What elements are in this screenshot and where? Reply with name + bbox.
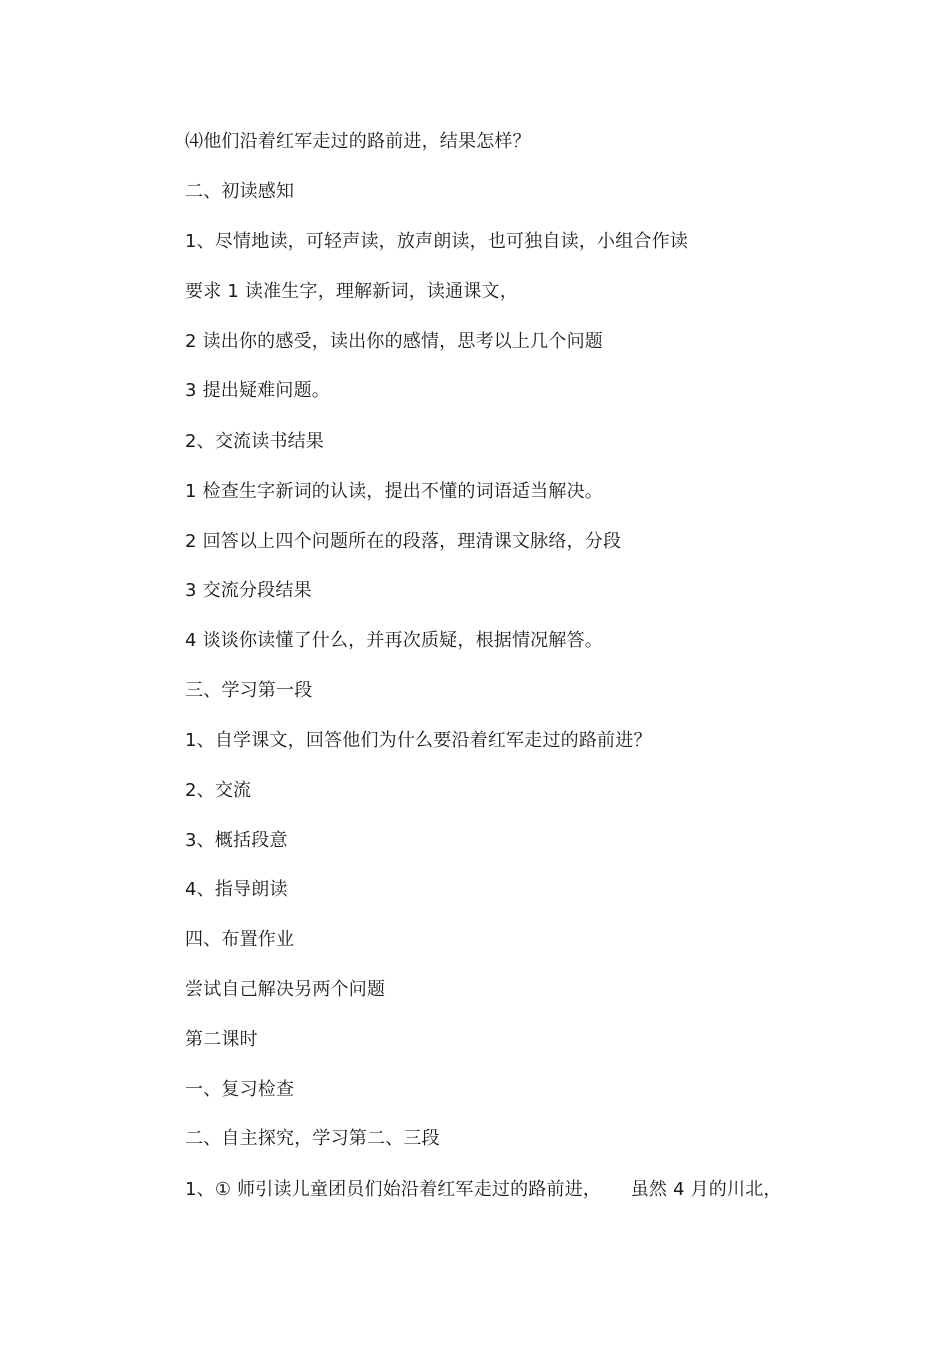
text-line-15: 3、概括段意 [185, 830, 288, 851]
text-line-7: 2、交流读书结果 [185, 431, 325, 452]
text-line-14: 2、交流 [185, 780, 252, 801]
heading-assign-homework: 四、布置作业 [185, 929, 295, 950]
text-line-13: 1、自学课文，回答他们为什么要沿着红军走过的路前进？ [185, 730, 652, 751]
text-line-1: ⑷他们沿着红军走过的路前进，结果怎样？ [185, 131, 531, 152]
text-line-22: 1、① 师引读儿童团员们始沿着红军走过的路前进， 虽然 4 月的川北， [185, 1179, 782, 1200]
heading-reading-perception: 二、初读感知 [185, 181, 295, 202]
text-line-4: 要求 1 读准生字，理解新词，读通课文， [185, 281, 518, 302]
heading-second-lesson: 第二课时 [185, 1029, 258, 1050]
text-line-9: 2 回答以上四个问题所在的段落，理清课文脉络，分段 [185, 531, 622, 552]
text-line-8: 1 检查生字新词的认读，提出不懂的词语适当解决。 [185, 481, 603, 502]
heading-self-exploration: 二、自主探究，学习第二、三段 [185, 1128, 440, 1149]
heading-review-check: 一、复习检查 [185, 1079, 295, 1100]
text-line-18: 尝试自己解决另两个问题 [185, 979, 386, 1000]
text-line-16: 4、指导朗读 [185, 879, 288, 900]
text-line-10: 3 交流分段结果 [185, 580, 312, 601]
text-line-6: 3 提出疑难问题。 [185, 380, 330, 401]
heading-study-first-paragraph: 三、学习第一段 [185, 680, 313, 701]
text-line-3: 1、尽情地读，可轻声读，放声朗读，也可独自读，小组合作读 [185, 231, 689, 252]
text-line-5: 2 读出你的感受，读出你的感情，思考以上几个问题 [185, 331, 603, 352]
text-line-11: 4 谈谈你读懂了什么，并再次质疑，根据情况解答。 [185, 630, 603, 651]
